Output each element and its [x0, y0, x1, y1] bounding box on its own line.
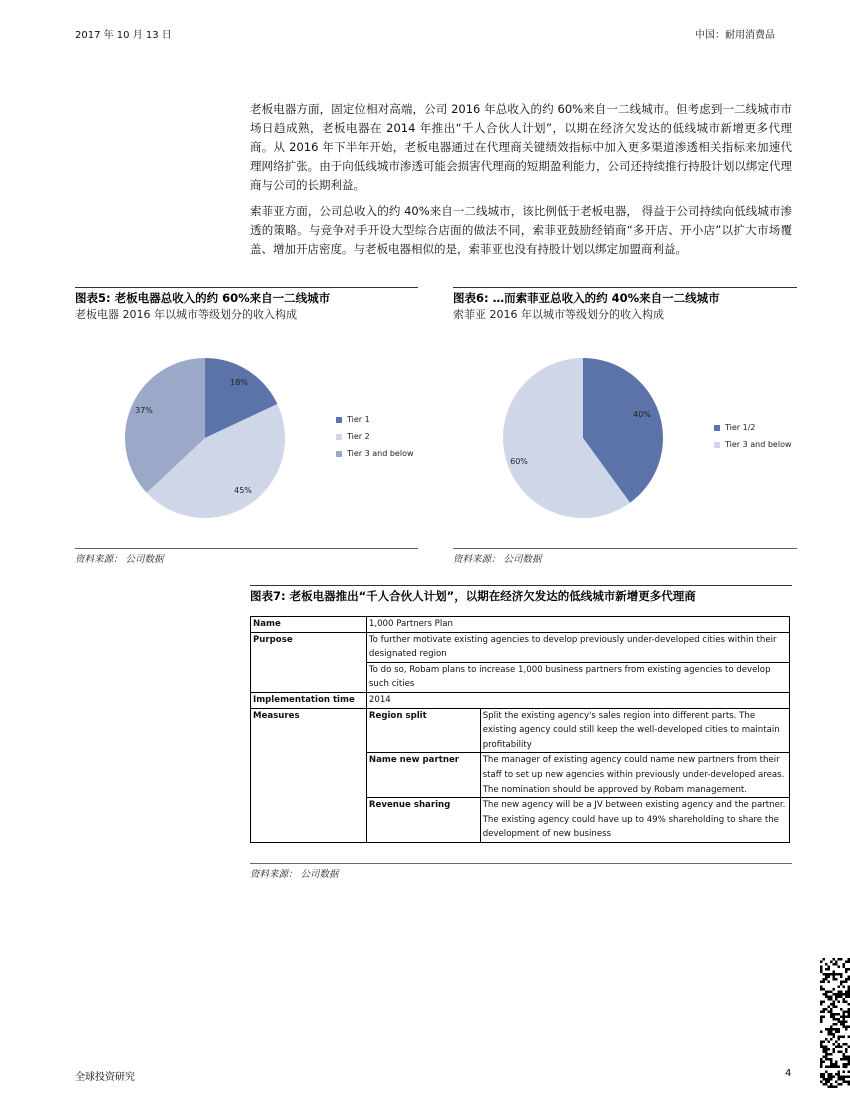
measure-name-partner-text: The manager of existing agency could name new partners from their staff to set up new agencies within previously under-developed areas. The nomination should be approved by Robam management.: [480, 753, 789, 798]
name-label: Name: [251, 617, 367, 633]
figure6-subtitle: 索菲亚 2016 年以城市等级划分的收入构成: [453, 308, 664, 321]
legend-item-tier3: Tier 3 and below: [714, 436, 792, 453]
paragraph-sophia: 索菲亚方面，公司总收入的约 40%来自一二线城市，该比例低于老板电器， 得益于公司持续向低线城市渗透的策略。与竞争对手开设大型综合店面的做法不同，索菲亚鼓励经销商“多开店、开小店”以扩大市场覆盖、增加开店密度。与老板电器相似的是，索菲亚也没有持股计划以绑定加盟商利益。: [250, 204, 792, 256]
measure-region-split-text: Split the existing agency's sales region into different parts. The existing agency could still keep the well-developed cities to maintain profitability: [480, 708, 789, 753]
qr-code-icon: [820, 958, 850, 1088]
figure6-bottom-rule: [453, 548, 797, 549]
implementation-value: 2014: [366, 692, 789, 708]
purpose-value-2: To do so, Robam plans to increase 1,000 business partners from existing agencies to develop such cities: [366, 662, 789, 692]
figure5-source: 资料来源： 公司数据: [75, 554, 164, 565]
report-section: 中国：耐用消费品: [695, 30, 775, 41]
figure5-data-label-1: 45%: [234, 486, 252, 495]
figure7-source: 资料来源： 公司数据: [250, 869, 339, 880]
figure5-bottom-rule: [75, 548, 418, 549]
name-value: 1,000 Partners Plan: [366, 617, 789, 633]
figure6-data-label-1: 60%: [510, 457, 528, 466]
body-text: [250, 100, 792, 266]
figure6-title: 图表6: …而索菲亚总收入的约 40%来自一二线城市: [453, 291, 720, 305]
legend-swatch: [336, 451, 342, 457]
legend-item-tier12: Tier 1/2: [714, 419, 792, 436]
figure5-top-rule: [75, 287, 418, 288]
figure7-top-rule: [250, 585, 792, 586]
measures-label: Measures: [251, 708, 367, 842]
measure-revenue-sharing-label: Revenue sharing: [366, 798, 480, 843]
table-row: [251, 708, 790, 753]
figure5-legend: [336, 411, 414, 462]
legend-swatch: [336, 417, 342, 423]
measure-revenue-sharing-text: The new agency will be a JV between existing agency and the partner. The existing agency could have up to 49% shareholding to share the development of new business: [480, 798, 789, 843]
partners-plan-table: [250, 616, 790, 843]
figure6-pie-chart: [493, 350, 673, 530]
figure6-source: 资料来源： 公司数据: [453, 554, 542, 565]
figure5-data-label-2: 37%: [135, 406, 153, 415]
implementation-label: Implementation time: [251, 692, 367, 708]
figure6-legend: [714, 419, 792, 453]
table-row: [251, 692, 790, 708]
purpose-label: Purpose: [251, 632, 367, 692]
purpose-value-1: To further motivate existing agencies to develop previously under-developed cities within their designated region: [366, 632, 789, 662]
report-date: 2017 年 10 月 13 日: [75, 30, 172, 41]
page-number: 4: [785, 1068, 792, 1079]
legend-item-tier3: Tier 3 and below: [336, 445, 414, 462]
table-row: [251, 617, 790, 633]
legend-swatch: [336, 434, 342, 440]
table-row: [251, 632, 790, 662]
figure6-top-rule: [453, 287, 797, 288]
legend-item-tier1: Tier 1: [336, 411, 414, 428]
figure5-pie-chart: [115, 350, 295, 530]
figure7-bottom-rule: [250, 863, 792, 864]
measure-name-partner-label: Name new partner: [366, 753, 480, 798]
figure7-title: 图表7: 老板电器推出“千人合伙人计划”，以期在经济欠发达的低线城市新增更多代理商: [250, 589, 696, 603]
paragraph-robam: 老板电器方面，固定位相对高端，公司 2016 年总收入的约 60%来自一二线城市。但考虑到一二线城市市场日趋成熟，老板电器在 2014 年推出“千人合伙人计划”，以期在经济欠发达的低线城市新增更多代理商。从 2016 年下半年开始，老板电器通过在代理商关键绩效指标中加入更多渠道渗透相关指标来加速代理网络扩张。由于向低线城市渗透可能会损害代理商的短期盈利能力，公司还持续推行持股计划以绑定代理商与公司的长期利益。: [250, 102, 792, 192]
measure-region-split-label: Region split: [366, 708, 480, 753]
footer-org: 全球投资研究: [75, 1072, 135, 1083]
figure5-title: 图表5: 老板电器总收入的约 60%来自一二线城市: [75, 291, 331, 305]
figure5-subtitle: 老板电器 2016 年以城市等级划分的收入构成: [75, 308, 297, 321]
legend-swatch: [714, 442, 720, 448]
figure5-data-label-0: 18%: [230, 378, 248, 387]
legend-item-tier2: Tier 2: [336, 428, 414, 445]
legend-swatch: [714, 425, 720, 431]
figure6-data-label-0: 40%: [633, 410, 651, 419]
